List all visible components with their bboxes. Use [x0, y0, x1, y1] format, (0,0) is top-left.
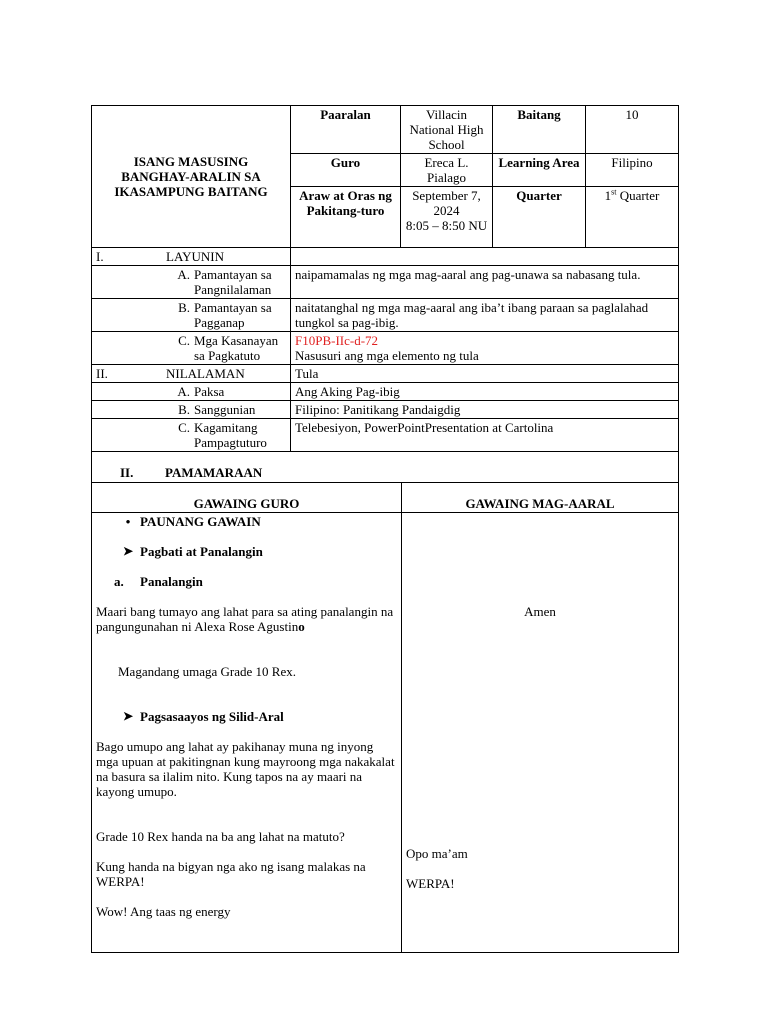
guro-activities	[92, 513, 402, 953]
layunin-b-letter: B.	[178, 300, 190, 315]
araw-date: September 7, 2024	[412, 188, 481, 218]
quarter-value	[586, 187, 679, 248]
layunin-heading	[92, 248, 291, 266]
guro-prayer-end: o	[298, 619, 305, 634]
paksa-label	[92, 383, 291, 401]
paunang-gawain	[116, 514, 397, 529]
quarter-text: Quarter	[616, 188, 660, 203]
layunin-a-value: naipamamalas ng mga mag-aaral ang pag-unawa sa nabasang tula.	[291, 266, 679, 299]
araw-label: Araw at Oras ng Pakitang-turo	[291, 187, 401, 248]
layunin-c-label	[92, 332, 291, 365]
layunin-b-label	[92, 299, 291, 332]
student-werpa: WERPA!	[406, 876, 455, 891]
col-gawaing-mag-aaral: GAWAING MAG-AARAL	[402, 483, 679, 513]
objectives-table	[91, 247, 679, 452]
layunin-a-letter: A.	[177, 267, 190, 282]
learning-area-value: Filipino	[586, 154, 679, 187]
baitang-value: 10	[586, 106, 679, 154]
araw-time: 8:05 – 8:50 NU	[405, 218, 488, 233]
panalangin-letter: a.	[114, 574, 124, 589]
paksa-value: Ang Aking Pag-ibig	[291, 383, 679, 401]
sanggunian-label	[92, 401, 291, 419]
layunin-c-letter: C.	[178, 333, 190, 348]
procedure-table	[91, 451, 679, 953]
guro-wow-text: Wow! Ang taas ng energy	[96, 904, 231, 919]
title-line-2: BANGHAY-ARALIN SA	[121, 169, 261, 184]
sanggunian-letter: B.	[178, 402, 190, 417]
nilalaman-heading	[92, 365, 291, 383]
panalangin-label: Panalangin	[140, 574, 203, 589]
panalangin-heading	[114, 574, 397, 589]
layunin-a-text: Pamantayan sa Pangnilalaman	[194, 267, 272, 297]
guro-ready-text: Grade 10 Rex handa na ba ang lahat na matuto?	[96, 829, 345, 844]
guro-werpa-text: Kung handa na bigyan nga ako ng isang malakas na WERPA!	[96, 859, 366, 889]
student-amen: Amen	[524, 604, 556, 619]
layunin-empty	[291, 248, 679, 266]
guro-label: Guro	[291, 154, 401, 187]
pagsasaayos-heading	[116, 709, 397, 724]
kagamitan-value: Telebesiyon, PowerPointPresentation at Cartolina	[291, 419, 679, 452]
student-ready: Opo ma’am	[406, 846, 468, 861]
layunin-a-label	[92, 266, 291, 299]
layunin-num: I.	[96, 249, 104, 264]
kagamitan-letter: C.	[178, 420, 190, 435]
layunin-b-value: naitatanghal ng mga mag-aaral ang iba’t ibang paraan sa paglalahad tungkol sa pag-ibig.	[291, 299, 679, 332]
guro-arrange-text: Bago umupo ang lahat ay pakihanay muna ng inyong mga upuan at pakitingnan kung mayroong mga nakakalat na basura sa ilalim nito. Kung tapos na ay maari na kayong umupo.	[96, 739, 395, 799]
title-line-1: ISANG MASUSING	[133, 154, 249, 169]
nilalaman-label: NILALAMAN	[166, 366, 245, 381]
bullet-icon: •	[125, 514, 131, 529]
kagamitan-text: Kagamitang Pampagtuturo	[194, 420, 267, 450]
quarter-number: 1	[604, 188, 612, 203]
guro-prayer-text	[96, 604, 397, 634]
paaralan-value: Villacin National High School	[401, 106, 493, 154]
pamamaraan-heading	[92, 452, 679, 483]
layunin-b-text: Pamantayan sa Pagganap	[194, 300, 272, 330]
paksa-text: Paksa	[194, 384, 225, 399]
sanggunian-value: Filipino: Panitikang Pandaigdig	[291, 401, 679, 419]
guro-value: Ereca L. Pialago	[401, 154, 493, 187]
learning-area-label: Learning Area	[493, 154, 586, 187]
quarter-suffix: st	[611, 187, 617, 197]
pagbati-heading	[116, 544, 397, 559]
pagbati-label: Pagbati at Panalangin	[140, 544, 263, 559]
pamamaraan-num: II.	[120, 465, 134, 480]
competency-code: F10PB-IIc-d-72	[295, 333, 379, 348]
quarter-label: Quarter	[493, 187, 586, 248]
layunin-c-text: Mga Kasanayan sa Pagkatuto	[194, 333, 279, 363]
lesson-plan-title	[92, 106, 291, 248]
layunin-c-value	[291, 332, 679, 365]
competency-text: Nasusuri ang mga elemento ng tula	[295, 348, 479, 363]
nilalaman-num: II.	[96, 366, 108, 381]
sanggunian-text: Sanggunian	[194, 402, 256, 417]
paunang-gawain-label: PAUNANG GAWAIN	[140, 514, 261, 529]
arrow-bullet-icon: ➤	[122, 544, 134, 558]
paaralan-label: Paaralan	[291, 106, 401, 154]
araw-value	[401, 187, 493, 248]
guro-greeting: Magandang umaga Grade 10 Rex.	[118, 664, 296, 679]
col-gawaing-guro: GAWAING GURO	[92, 483, 402, 513]
baitang-label: Baitang	[493, 106, 586, 154]
header-table	[91, 105, 679, 248]
paksa-letter: A.	[177, 384, 190, 399]
title-line-3: IKASAMPUNG BAITANG	[114, 184, 268, 199]
guro-prayer-main: Maari bang tumayo ang lahat para sa ating panalangin na pangungunahan ni Alexa Rose Agustin	[96, 604, 394, 634]
arrow-bullet-icon: ➤	[122, 709, 134, 723]
layunin-label: LAYUNIN	[166, 249, 225, 264]
kagamitan-label	[92, 419, 291, 452]
lesson-plan-page	[91, 105, 678, 953]
mag-aaral-activities	[402, 513, 679, 953]
nilalaman-value: Tula	[291, 365, 679, 383]
pamamaraan-label: PAMAMARAAN	[165, 465, 263, 480]
pagsasaayos-label: Pagsasaayos ng Silid-Aral	[140, 709, 284, 724]
